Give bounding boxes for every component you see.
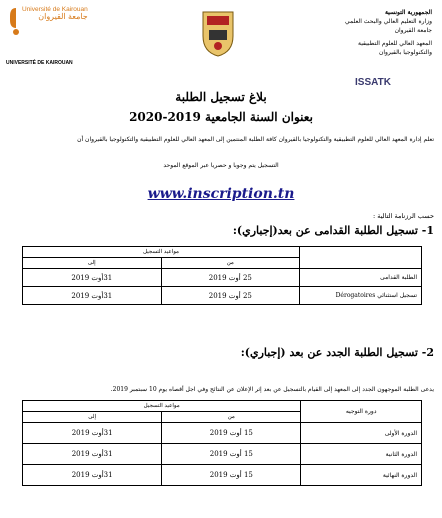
table2-row3-label: الدورة النهائية	[301, 465, 422, 486]
table-row	[23, 465, 422, 486]
schedule-intro: حسب الرزنامة التالية :	[372, 212, 434, 220]
section2-heading: 2- تسجيل الطلبة الجدد عن بعد (إجباري):	[240, 346, 434, 359]
university-ar-label: جامعة القيروان	[394, 27, 432, 34]
issatk-logo-text: ISSATK	[355, 77, 391, 88]
table2-row1-to: 31أوت 2019	[23, 423, 162, 444]
table-row	[23, 423, 422, 444]
table1-group-header: مواعيد التسجيل	[23, 247, 300, 258]
table1-row1-from: 25 أوت 2019	[161, 269, 299, 287]
table1-row1-label: الطلبة القدامى	[299, 269, 421, 287]
table-row	[23, 269, 422, 287]
ministry-label: وزارة التعليم العالي والبحث العلمي	[345, 18, 432, 25]
table2-col-to: إلى	[23, 412, 162, 423]
national-emblem	[199, 8, 237, 58]
ministry-header	[302, 8, 432, 57]
table1-row2-from: 25 أوت 2019	[161, 287, 299, 305]
table1-col-to: إلى	[23, 258, 162, 269]
table1-row2-to: 31أوت 2019	[23, 287, 162, 305]
table2-row1-from: 15 أوت 2019	[162, 423, 301, 444]
registration-link[interactable]: www.inscription.tn	[147, 186, 295, 202]
table2-row3-from: 15 أوت 2019	[162, 465, 301, 486]
table2-group-header: مواعيد التسجيل	[23, 401, 301, 412]
table1-row1-to: 31أوت 2019	[23, 269, 162, 287]
table1-col-from: من	[161, 258, 299, 269]
page-subtitle: بعنوان السنة الجامعية 2019-2020	[129, 110, 313, 124]
table2-row2-label: الدورة الثانية	[301, 444, 422, 465]
issatk-logo	[355, 77, 391, 88]
university-name-fr: Université de Kairouan	[22, 6, 88, 13]
old-students-table	[22, 246, 422, 305]
university-name	[22, 6, 88, 20]
table1-row2-label: تسجيل استثنائي Dérogatoires	[299, 287, 421, 305]
section1-heading: 1- تسجيل الطلبة القدامى عن بعد(إجباري):	[232, 224, 434, 237]
intro-line1: تعلم إدارة المعهد العالي للعلوم التطبيقية والتكنولوجيا بالقيروان كافة الطلبة المنتمين إلى المعهد العالي للعلوم التطبيقية والتكنولوجيا بالقيروان أن	[77, 136, 434, 143]
table2-row1-label: الدورة الأولى	[301, 423, 422, 444]
page-title: بلاغ تسجيل الطلبة	[175, 90, 267, 104]
section2-note: يدعى الطلبة الموجهون الجدد إلى المعهد إلى القيام بالتسجيل عن بعد إثر الإعلان عن النتائج وفي اجل أقصاه يوم 10 سبتمبر 2019.	[110, 386, 434, 393]
table2-row2-from: 15 أوت 2019	[162, 444, 301, 465]
institute-line2: والتكنولوجيا بالقيروان	[378, 49, 432, 56]
table-row	[23, 444, 422, 465]
republic-label: الجمهورية التونسية	[384, 9, 432, 16]
intro-line2: التسجيل يتم وجوبا و حصريا عبر الموقع الموحد	[163, 162, 279, 169]
new-students-table	[22, 400, 422, 486]
table2-row2-to: 31أوت 2019	[23, 444, 162, 465]
table2-col-from: من	[162, 412, 301, 423]
table-row	[23, 287, 422, 305]
table2-row3-to: 31أوت 2019	[23, 465, 162, 486]
university-label: UNIVERSITÉ DE KAIROUAN	[6, 60, 73, 66]
institute-line1: المعهد العالي للعلوم التطبيقية	[358, 40, 432, 47]
table2-row-header: دورة التوجيه	[301, 401, 422, 423]
university-name-ar: جامعة القيروان	[38, 12, 88, 21]
table1-corner	[299, 247, 421, 269]
